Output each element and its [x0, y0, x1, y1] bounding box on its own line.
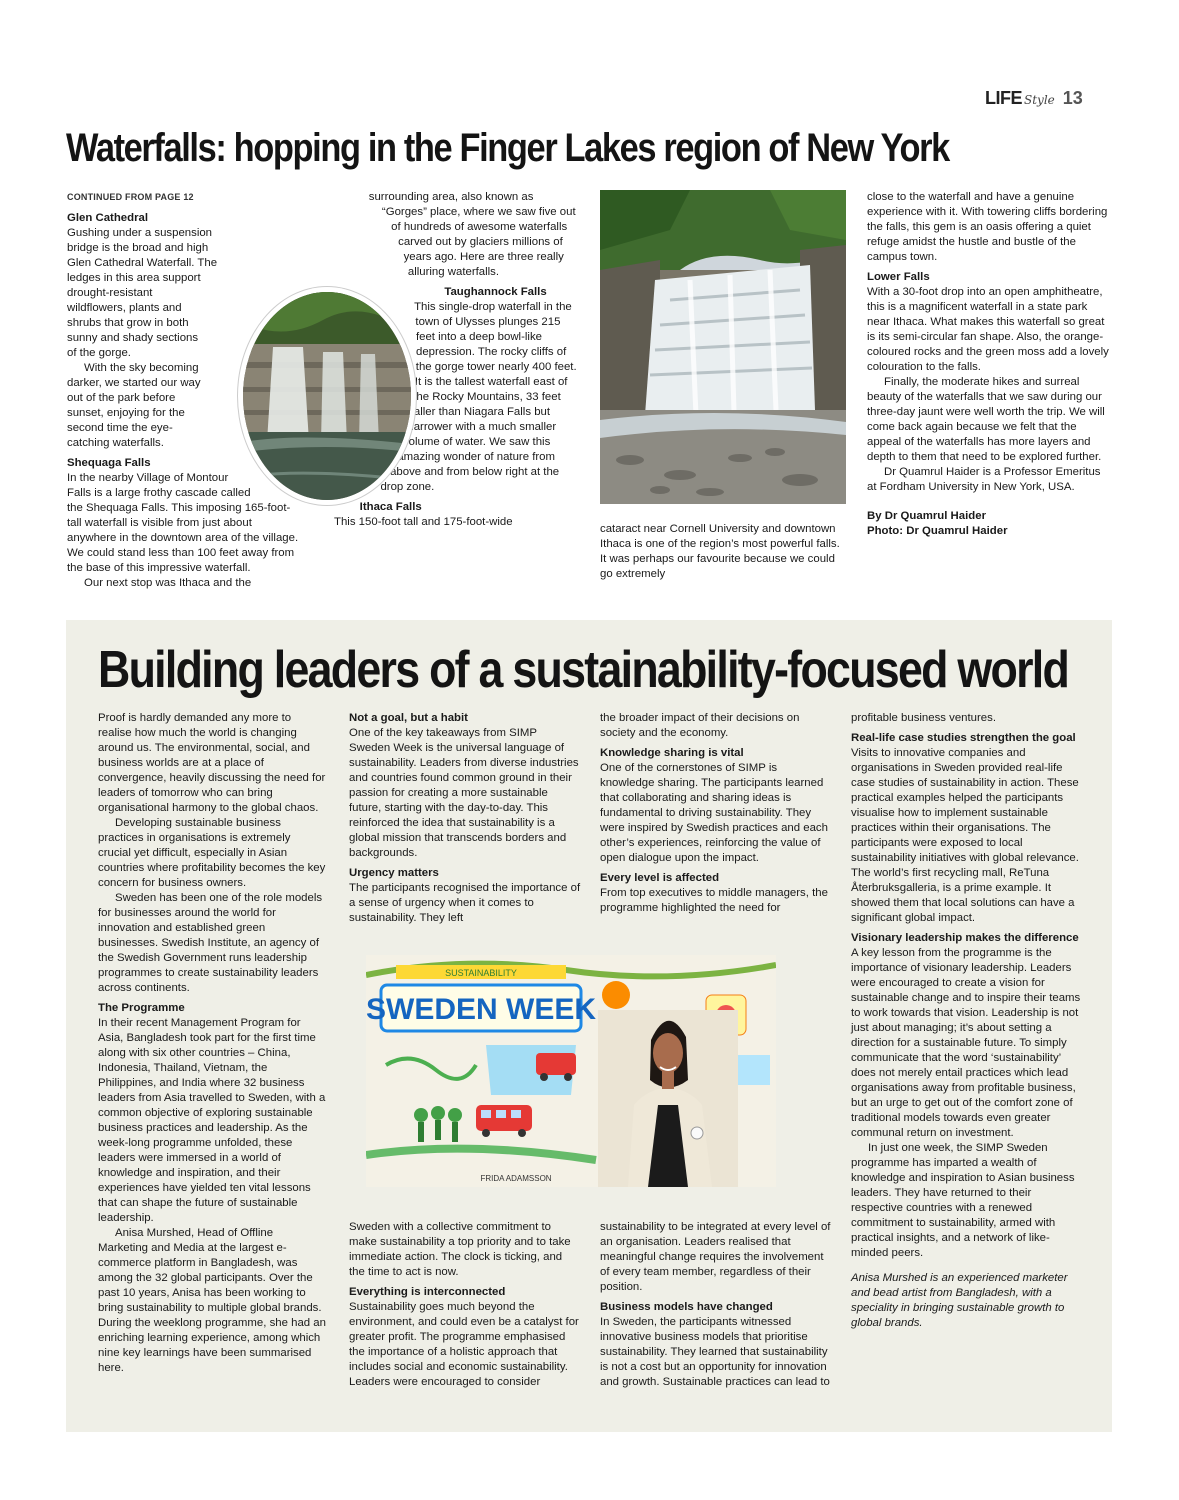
body-paragraph: Visits to innovative companies and organisations in Sweden provided real-life case studies of sustainability in action. These practical examples helped the participants visualise how to implement sustainable practices within their organisations. The participants were exposed to local sustainability initiatives with global relevance. The world’s first recycling mall, ReTuna Återbruksgalleria, is a prime example. It showed them that local solutions can have a significant global impact.: [851, 747, 1079, 924]
publication-brand: [985, 88, 1105, 114]
body-paragraph: With the sky becoming darker, we started our way out of the park before sunset, enjoying for the second time the eye-catching waterfalls.: [67, 362, 201, 449]
body-paragraph: A key lesson from the programme is the importance of visionary leadership. Leaders were encouraged to create a vision for sustainable change and to inspire their teams to work towards that vision. Leadership is not just about managing; it’s about setting a direction for a sustainable future. To simply communicate that the word ‘sustainability’ does not merely entail practices which lead organisations away from profitable business, but an urge to get out of the comfort zone of traditional models towards even greater communal return on investment.: [851, 947, 1081, 1139]
body-paragraph: In Sweden, the participants witnessed innovative business models that prioritise sustainability. They learned that sustainability is not a cost but an opportunity for innovation and growth. Sustainable practices can lead to: [600, 1316, 830, 1388]
glen-cathedral-photo: [243, 292, 411, 500]
body-paragraph: In their recent Management Program for Asia, Bangladesh took part for the first time along with six other countries – China, Indonesia, Thailand, Vietnam, the Philippines, and India where 32 business leaders from Asia travelled to Sweden, with a common objective of exploring sustainable business practices and leadership. As the week-long programme unfolded, these leaders were immersed in a world of knowledge and inspiration, and their experiences have yielded ten vital lessons that can shape the future of sustainable leadership.: [98, 1017, 326, 1224]
body-paragraph: Developing sustainable business practices in organisations is extremely crucial yet difficult, especially in Asian countries where profitability becomes the key concern for business owners.: [98, 817, 326, 889]
section-subheading: Every level is affected: [600, 872, 720, 884]
body-paragraph: This 150-foot tall and 175-foot-wide: [334, 516, 513, 528]
section-subheading: Lower Falls: [867, 271, 930, 283]
glen-cathedral-illustration: [243, 292, 411, 500]
sweden-week-banner: SWEDEN WEEK: [366, 993, 597, 1026]
section-subheading: Taughannock Falls: [444, 286, 547, 298]
sweden-week-illustration: [366, 955, 776, 1187]
article-2-column-2-top: [349, 711, 581, 926]
ithaca-falls-photo: [600, 190, 846, 504]
body-paragraph: Sweden with a collective commitment to make sustainability a top priority and to take immediate action. The clock is ticking, and the time to act is now.: [349, 1221, 571, 1278]
body-paragraph: profitable business ventures.: [851, 712, 996, 724]
article-2-column-4: [851, 711, 1083, 1331]
body-paragraph: Proof is hardly demanded any more to realise how much the world is changing around us. The environmental, social, and business worlds are at a place of convergence, heavily discussing the need for leaders of tomorrow who can bring organisational harmony to the global chaos.: [98, 712, 326, 814]
body-paragraph: sustainability to be integrated at every level of an organisation. Leaders realised that meaningful change requires the involvement of every team member, regardless of their position.: [600, 1221, 831, 1293]
body-paragraph: Dr Quamrul Haider is a Professor Emeritus at Fordham University in New York, USA.: [867, 466, 1101, 493]
section-subheading: Real-life case studies strengthen the goal: [851, 732, 1076, 744]
body-paragraph: Sweden has been one of the role models for businesses around the world for innovation and established green businesses. Swedish Institute, an agency of the Swedish Government runs leadership programmes to create sustainability leaders across continents.: [98, 892, 323, 994]
body-paragraph: In the nearby Village of Montour Falls is a large frothy cascade called the Shequaga Falls. This imposing 165-foot-tall waterfall is visible from just about anywhere in the downtown area of the village. We could stand less than 100 feet away from the base of this impressive waterfall.: [67, 472, 299, 574]
body-paragraph: Anisa Murshed, Head of Offline Marketing and Media at the largest e-commerce platform in Bangladesh, was among the 32 global participants. Over the past 10 years, Anisa has been working to bring sustainability to multiple global brands. During the weeklong programme, she had an enriching learning experience, among which nine key learnings have been summarised here.: [98, 1227, 326, 1374]
continued-kicker: CONTINUED FROM PAGE 12: [67, 192, 194, 202]
article-1-column-4: [867, 190, 1113, 539]
article-1-column-3: [600, 522, 840, 582]
ithaca-falls-illustration: [600, 190, 846, 504]
brand-style-logo: Style: [1024, 93, 1055, 107]
illustrator-credit: FRIDA ADAMSSON: [480, 1174, 552, 1183]
body-paragraph: One of the key takeaways from SIMP Sweden Week is the universal language of sustainability. Leaders from diverse industries and countries found common ground in their passion for creating a more sustainable future, starting with the day-to-day. This reinforced the idea that sustainability is a global mission that transcends borders and backgrounds.: [349, 727, 579, 859]
sweden-week-photo: [366, 955, 776, 1187]
section-subheading: Urgency matters: [349, 867, 439, 879]
body-paragraph: Our next stop was Ithaca and the: [84, 577, 252, 589]
brand-life-logo: LIFE: [985, 88, 1022, 108]
author-note: Anisa Murshed is an experienced marketer and bead artist from Bangladesh, with a speciality in bringing sustainable growth to global brands.: [851, 1272, 1068, 1329]
board-top-label: SUSTAINABILITY: [445, 968, 517, 978]
section-subheading: Not a goal, but a habit: [349, 712, 468, 724]
body-paragraph: In just one week, the SIMP Sweden programme has imparted a wealth of knowledge and inspiration to Asian business leaders. They have returned to their respective countries with a renewed commitment to sustainability, armed with practical insights, and a network of like-minded peers.: [851, 1142, 1075, 1259]
section-subheading: Glen Cathedral: [67, 212, 149, 224]
section-subheading: The Programme: [98, 1002, 185, 1014]
body-paragraph: This single-drop waterfall in the town of Ulysses plunges 215 feet into a deep bowl-like depression. The rocky cliffs of the gorge tower nearly 400 feet. It is the tallest waterfall east of the Rocky Mountains, 33 feet taller than Niagara Falls but narrower with a much smaller volume of water. We saw this amazing wonder of nature from above and from below right at the drop zone.: [380, 301, 577, 493]
body-paragraph: surrounding area, also known as “Gorges” place, where we saw five out of hundreds of awesome waterfalls carved out by glaciers millions of years ago. Here are three really alluring waterfalls.: [368, 191, 576, 278]
body-paragraph: Sustainability goes much beyond the environment, and could even be a catalyst for greater profit. The programme emphasised the importance of a holistic approach that includes social and economic sustainability. Leaders were encouraged to consider: [349, 1301, 579, 1388]
body-paragraph: Finally, the moderate hikes and surreal beauty of the waterfalls that we saw during our three-day jaunt were well worth the trip. We will come back again because we felt that the appeal of the waterfalls has more layers and depth to them that need to be explored further.: [867, 376, 1105, 463]
body-paragraph: the broader impact of their decisions on society and the economy.: [600, 712, 800, 739]
article-2-column-3-top: [600, 711, 832, 916]
article-2-column-1: [98, 711, 326, 1376]
section-subheading: Shequaga Falls: [67, 457, 151, 469]
section-subheading: Knowledge sharing is vital: [600, 747, 744, 759]
section-subheading: Ithaca Falls: [359, 501, 422, 513]
section-subheading: Visionary leadership makes the difference: [851, 932, 1079, 944]
article-2-column-3-bottom: [600, 1220, 832, 1390]
body-paragraph: Gushing under a suspension bridge is the broad and high Glen Cathedral Waterfall. The ledges in this area support drought-resistant wildflowers, plants and shrubs that grow in both sunny and shady sections of the gorge.: [67, 227, 218, 359]
byline: By Dr Quamrul Haider: [867, 510, 987, 522]
body-paragraph: With a 30-foot drop into an open amphitheatre, this is a magnificent waterfall in a state park near Ithaca. What makes this waterfall so great is its semi-circular fan shape. Also, the orange-coloured rocks and the green moss add a lovely colouration to the falls.: [867, 286, 1109, 373]
article-2-column-2-bottom: [349, 1220, 581, 1390]
body-paragraph: One of the cornerstones of SIMP is knowledge sharing. The participants learned that collaborating and sharing ideas is fundamental to driving sustainability. They were inspired by Swedish practices and each other’s experiences, reinforcing the value of open dialogue upon the impact.: [600, 762, 828, 864]
article-1-headline: Waterfalls: hopping in the Finger Lakes region of New York: [66, 126, 949, 170]
body-paragraph: cataract near Cornell University and downtown Ithaca is one of the region’s most powerful falls. It was perhaps our favourite because we could go extremely: [600, 523, 840, 580]
page-number: 13: [1062, 88, 1083, 108]
section-subheading: Business models have changed: [600, 1301, 773, 1313]
section-subheading: Everything is interconnected: [349, 1286, 506, 1298]
photo-credit: Photo: Dr Quamrul Haider: [867, 525, 1008, 537]
body-paragraph: close to the waterfall and have a genuine experience with it. With towering cliffs bordering the falls, this gem is an oasis offering a quiet refuge amidst the hustle and bustle of the campus town.: [867, 191, 1108, 263]
article-2-headline: Building leaders of a sustainability-focused world: [98, 641, 1069, 699]
body-paragraph: The participants recognised the importance of a sense of urgency when it comes to sustainability. They left: [349, 882, 581, 924]
body-paragraph: From top executives to middle managers, the programme highlighted the need for: [600, 887, 828, 914]
